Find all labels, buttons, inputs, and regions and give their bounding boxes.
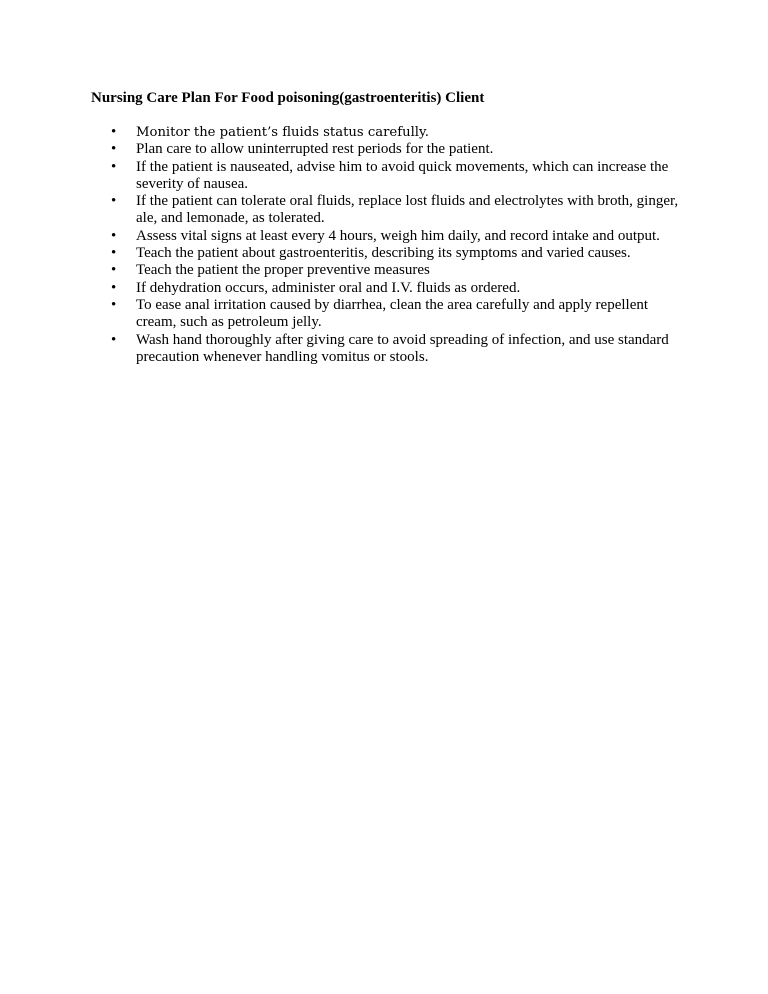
list-item — [111, 332, 681, 367]
list-item-text: If dehydration occurs, administer oral and I.V. fluids as ordered. — [136, 279, 521, 296]
list-item-text: If the patient can tolerate oral fluids, replace lost fluids and electrolytes with broth, ginger, ale, and lemonade, as tolerated. — [136, 193, 679, 227]
list-item — [111, 297, 681, 332]
list-item-text: Monitor the patient’s fluids status carefully. — [136, 125, 429, 140]
list-item-text: Teach the patient the proper preventive measures — [136, 262, 430, 279]
bullet-icon: • — [111, 141, 117, 158]
list-item-text: Teach the patient about gastroenteritis, describing its symptoms and varied causes. — [136, 245, 631, 262]
list-item-text: Wash hand thoroughly after giving care to avoid spreading of infection, and use standard precaution whenever handling vomitus or stools. — [136, 331, 669, 365]
list-item — [111, 228, 681, 245]
list-item — [111, 193, 681, 228]
list-item-text: To ease anal irritation caused by diarrhea, clean the area carefully and apply repellent cream, such as petroleum jelly. — [136, 296, 649, 331]
list-item — [111, 262, 681, 279]
list-item — [111, 280, 681, 297]
bullet-icon: • — [111, 193, 117, 210]
list-item — [111, 141, 681, 158]
list-item — [111, 245, 681, 262]
list-item-text: Assess vital signs at least every 4 hours, weigh him daily, and record intake and output. — [136, 227, 660, 244]
bullet-icon: • — [111, 262, 117, 279]
list-item-text: If the patient is nauseated, advise him to avoid quick movements, which can increase the severity of nausea. — [136, 158, 669, 192]
list-item-text: Plan care to allow uninterrupted rest periods for the patient. — [136, 141, 494, 158]
bullet-icon: • — [111, 227, 117, 244]
bullet-icon: • — [111, 245, 117, 262]
bullet-icon: • — [111, 124, 117, 140]
document-title: Nursing Care Plan For Food poisoning(gastroenteritis) Client — [91, 90, 485, 106]
care-plan-list — [111, 124, 681, 366]
bullet-icon: • — [111, 331, 117, 348]
list-item — [111, 124, 681, 141]
bullet-icon: • — [111, 158, 117, 175]
bullet-icon: • — [111, 296, 117, 313]
list-item — [111, 159, 681, 194]
bullet-icon: • — [111, 279, 117, 296]
